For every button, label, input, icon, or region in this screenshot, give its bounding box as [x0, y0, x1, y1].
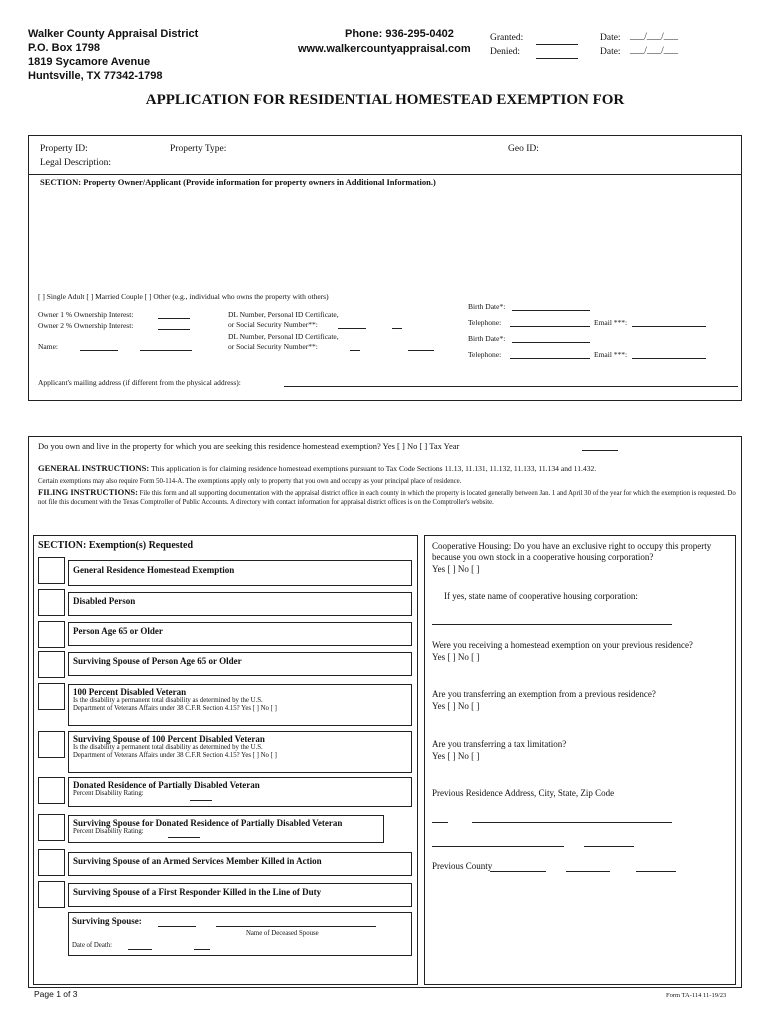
owner2-interest-field[interactable] — [158, 329, 190, 330]
email-field-2[interactable] — [632, 358, 706, 359]
armed-checkbox[interactable] — [38, 849, 65, 876]
prev-county-field-2[interactable] — [566, 871, 610, 872]
coop-yes-no[interactable]: Yes [ ] No [ ] — [432, 564, 480, 574]
granted-date-label: Date: — [600, 33, 621, 43]
transfer-limit-question: Are you transferring a tax limitation? — [432, 739, 567, 749]
deceased-name-caption: Name of Deceased Spouse — [246, 930, 319, 937]
general-instructions-label: GENERAL INSTRUCTIONS: — [38, 463, 150, 473]
divider — [29, 174, 741, 175]
surviving-spouse-label: Surviving Spouse: — [72, 916, 142, 926]
certain-exemptions-note: Certain exemptions may also require Form 50-114-A. The exemptions apply only to property that you own and occupy as your principal place of residence. — [38, 478, 462, 485]
date-of-death-field-2[interactable] — [194, 949, 210, 950]
disabled-person-option: Disabled Person — [68, 592, 412, 616]
ssn-field-1a[interactable] — [338, 328, 366, 329]
section-owner-heading: SECTION: Property Owner/Applicant (Provide information for property owners in Additional Information.) — [40, 177, 436, 187]
telephone-field-1[interactable] — [510, 326, 590, 327]
svet100-title: Surviving Spouse of 100 Percent Disabled Veteran — [73, 734, 265, 744]
owner-status-options[interactable]: [ ] Single Adult [ ] Married Couple [ ] Other (e.g., individual who owns the property with others) — [38, 292, 329, 301]
prev-address-field-4[interactable] — [584, 846, 634, 847]
name-label: Name: — [38, 342, 58, 351]
vet100-sub2[interactable]: Department of Veterans Affairs under 38 C.F.R Section 4.15? Yes [ ] No [ ] — [73, 705, 277, 712]
prev-exemption-yes-no[interactable]: Yes [ ] No [ ] — [432, 652, 480, 662]
page-title: APPLICATION FOR RESIDENTIAL HOMESTEAD EXEMPTION FOR — [145, 92, 625, 108]
donated-title: Donated Residence of Partially Disabled Veteran — [73, 780, 260, 790]
svet100-checkbox[interactable] — [38, 731, 65, 758]
name-field-1[interactable] — [80, 350, 118, 351]
general-residence-option: General Residence Homestead Exemption — [68, 560, 412, 586]
age-65-checkbox[interactable] — [38, 621, 65, 648]
geo-id-label: Geo ID: — [508, 144, 539, 154]
donated-option — [68, 777, 412, 807]
owner1-interest-field[interactable] — [158, 318, 190, 319]
transfer-exemption-question: Are you transferring an exemption from a previous residence? — [432, 689, 656, 699]
owner2-interest-label: Owner 2 % Ownership Interest: — [38, 321, 134, 330]
ssn-field-2b[interactable] — [408, 350, 434, 351]
svet100-sub1: Is the disability a permanent total disability as determined by the U.S. — [73, 744, 263, 751]
telephone-field-2[interactable] — [510, 358, 590, 359]
phone: Phone: 936-295-0402 — [345, 28, 454, 40]
email-label-2: Email ***: — [594, 350, 628, 359]
birth-date-label-1: Birth Date*: — [468, 302, 506, 311]
property-type-label: Property Type: — [170, 144, 227, 154]
general-instructions — [38, 464, 738, 473]
sdonated-sub: Percent Disability Rating: — [73, 828, 144, 835]
form-number: Form TA-114 11-19/23 — [666, 992, 727, 999]
ssn-label-2: or Social Security Number**: — [228, 342, 318, 351]
vet100-title: 100 Percent Disabled Veteran — [73, 687, 187, 697]
ssn-label-1: or Social Security Number**: — [228, 320, 318, 329]
disabled-person-checkbox[interactable] — [38, 589, 65, 616]
donated-sub: Percent Disability Rating: — [73, 790, 144, 797]
granted-label: Granted: — [490, 33, 524, 43]
transfer-exemption-yes-no[interactable]: Yes [ ] No [ ] — [432, 701, 480, 711]
general-instructions-text: This application is for claiming residence homestead exemptions pursuant to Tax Code Sections 11.13, 11.131, 11.132, 11.133, 11.134 and 11.432. — [149, 464, 597, 473]
date-of-death-label: Date of Death: — [72, 942, 113, 949]
general-residence-checkbox[interactable] — [38, 557, 65, 584]
donated-checkbox[interactable] — [38, 777, 65, 804]
page-number: Page 1 of 3 — [34, 989, 78, 999]
surviving-spouse-field-2[interactable] — [216, 926, 376, 927]
dl-label-1: DL Number, Personal ID Certificate, — [228, 310, 339, 319]
birth-date-field-2[interactable] — [512, 342, 590, 343]
birth-date-label-2: Birth Date*: — [468, 334, 506, 343]
ssn-field-1b[interactable] — [392, 328, 402, 329]
prev-county-label: Previous County — [432, 861, 493, 871]
name-field-2[interactable] — [140, 350, 192, 351]
vet100-checkbox[interactable] — [38, 683, 65, 710]
birth-date-field-1[interactable] — [512, 310, 590, 311]
po-box: P.O. Box 1798 — [28, 42, 100, 54]
email-label-1: Email ***: — [594, 318, 628, 327]
coop-name-field[interactable] — [432, 624, 672, 625]
svet100-option — [68, 731, 412, 773]
legal-description-label: Legal Description: — [40, 158, 111, 168]
denied-label: Denied: — [490, 47, 521, 57]
own-and-live-question[interactable]: Do you own and live in the property for which you are seeking this residence homestead exemption? Yes [ ] No [ ] Tax Year — [38, 441, 460, 451]
filing-instructions — [38, 488, 738, 507]
prev-address-label: Previous Residence Address, City, State, Zip Code — [432, 788, 615, 798]
surviving-65-checkbox[interactable] — [38, 651, 65, 678]
city-state-zip: Huntsville, TX 77342-1798 — [28, 70, 163, 82]
mailing-address-label: Applicant's mailing address (if different from the physical address): — [38, 378, 241, 387]
denied-field[interactable] — [536, 58, 578, 59]
sdonated-checkbox[interactable] — [38, 814, 65, 841]
telephone-label-1: Telephone: — [468, 318, 502, 327]
denied-date-field[interactable]: ___/___/___ — [630, 46, 679, 56]
donated-rating-field[interactable] — [190, 800, 212, 801]
email-field-1[interactable] — [632, 326, 706, 327]
prev-county-field-1[interactable] — [490, 871, 546, 872]
owner1-interest-label: Owner 1 % Ownership Interest: — [38, 310, 134, 319]
coop-question: Cooperative Housing: Do you have an exclusive right to occupy this property because you own stock in a cooperative housing corporation? — [432, 541, 712, 562]
date-of-death-field-1[interactable] — [128, 949, 152, 950]
street-address: 1819 Sycamore Avenue — [28, 56, 151, 68]
telephone-label-2: Telephone: — [468, 350, 502, 359]
armed-option: Surviving Spouse of an Armed Services Member Killed in Action — [68, 852, 412, 876]
website: www.walkercountyappraisal.com — [298, 43, 471, 55]
first-responder-option: Surviving Spouse of a First Responder Killed in the Line of Duty — [68, 883, 412, 907]
prev-county-field-3[interactable] — [636, 871, 676, 872]
filing-instructions-text: File this form and all supporting documentation with the appraisal district office in each county in which the property is located generally between Jan. 1 and April 30 of the year for which the exemption is requested. Do not file this document with the Texas Comptroller of Public Accounts. A directory with contact information for appraisal district offices is on the Comptroller's website. — [38, 490, 736, 506]
sdonated-rating-field[interactable] — [168, 837, 200, 838]
prev-address-field-1[interactable] — [432, 822, 448, 823]
vet100-option — [68, 684, 412, 726]
vet100-sub1: Is the disability a permanent total disability as determined by the U.S. — [73, 697, 263, 704]
ssn-field-2a[interactable] — [350, 350, 360, 351]
sdonated-option — [68, 815, 384, 843]
surviving-spouse-field-1[interactable] — [158, 926, 196, 927]
district-name: Walker County Appraisal District — [28, 28, 199, 40]
denied-date-label: Date: — [600, 47, 621, 57]
transfer-limit-yes-no[interactable]: Yes [ ] No [ ] — [432, 751, 480, 761]
prev-address-field-3[interactable] — [432, 846, 564, 847]
coop-state-label: If yes, state name of cooperative housing corporation: — [444, 591, 638, 601]
mailing-address-field[interactable] — [284, 386, 738, 387]
prev-exemption-question: Were you receiving a homestead exemption on your previous residence? — [432, 640, 693, 650]
exemptions-section-title: SECTION: Exemption(s) Requested — [38, 540, 194, 551]
property-id-label: Property ID: — [40, 144, 88, 154]
surviving-65-option: Surviving Spouse of Person Age 65 or Older — [68, 652, 412, 676]
sdonated-title: Surviving Spouse for Donated Residence of Partially Disabled Veteran — [73, 818, 343, 828]
filing-instructions-label: FILING INSTRUCTIONS: — [38, 487, 138, 497]
granted-date-field[interactable]: ___/___/___ — [630, 32, 679, 42]
age-65-option: Person Age 65 or Older — [68, 622, 412, 646]
granted-field[interactable] — [536, 44, 578, 45]
tax-year-field[interactable] — [582, 450, 618, 451]
svet100-sub2[interactable]: Department of Veterans Affairs under 38 C.F.R Section 4.15? Yes [ ] No [ ] — [73, 752, 277, 759]
dl-label-2: DL Number, Personal ID Certificate, — [228, 332, 339, 341]
first-responder-checkbox[interactable] — [38, 881, 65, 908]
prev-address-field-2[interactable] — [472, 822, 672, 823]
